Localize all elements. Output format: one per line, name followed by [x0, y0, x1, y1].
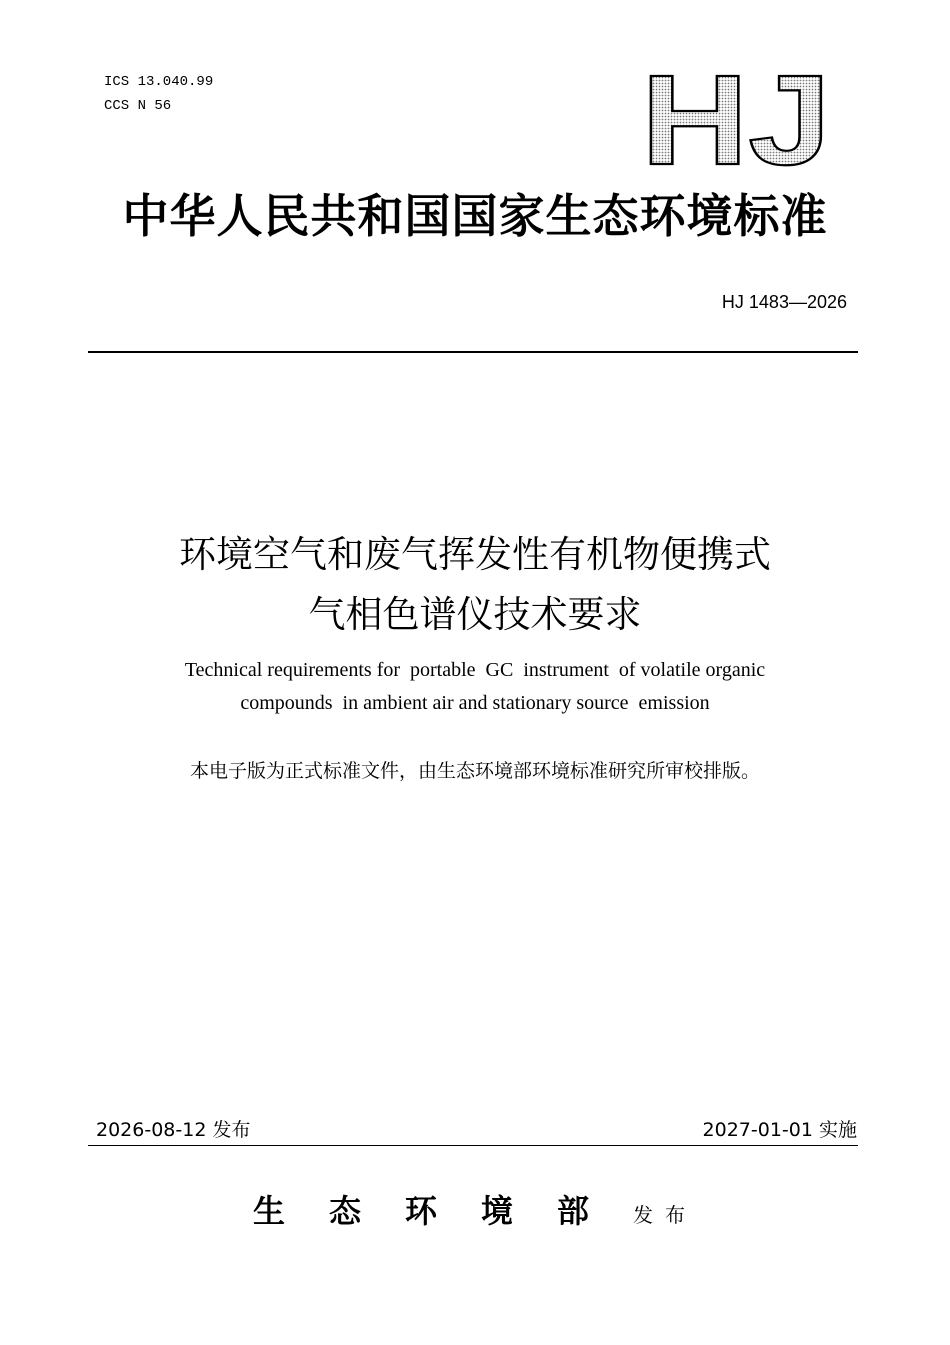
publish-action: 发布 [633, 1203, 697, 1227]
hj-logo [640, 70, 832, 168]
english-title-line-2: compounds in ambient air and stationary source emission [240, 692, 710, 714]
ccs-code: CCS N 56 [104, 98, 172, 114]
standard-number: HJ 1483—2026 [721, 292, 847, 312]
issue-date: 2026-08-12 发布 [96, 1119, 251, 1141]
chinese-title-line-2: 气相色谱仪技术要求 [308, 593, 642, 636]
header-divider [88, 351, 858, 353]
standard-category-title: 中华人民共和国国家生态环境标准 [122, 189, 828, 243]
effective-date: 2027-01-01 实施 [702, 1119, 857, 1141]
english-title-line-1: Technical requirements for portable GC instrument of volatile organic [184, 659, 766, 681]
footer-divider [88, 1145, 858, 1146]
hj-logo-text: HJ [641, 70, 831, 168]
electronic-version-notice: 本电子版为正式标准文件，由生态环境部环境标准研究所审校排版。 [189, 760, 760, 782]
chinese-title-line-1: 环境空气和废气挥发性有机物便携式 [179, 533, 771, 576]
ics-code: ICS 13.040.99 [104, 74, 214, 90]
classification-codes [104, 70, 213, 118]
publisher-name: 生态环境部 [252, 1192, 633, 1230]
publisher-line [0, 1186, 950, 1232]
